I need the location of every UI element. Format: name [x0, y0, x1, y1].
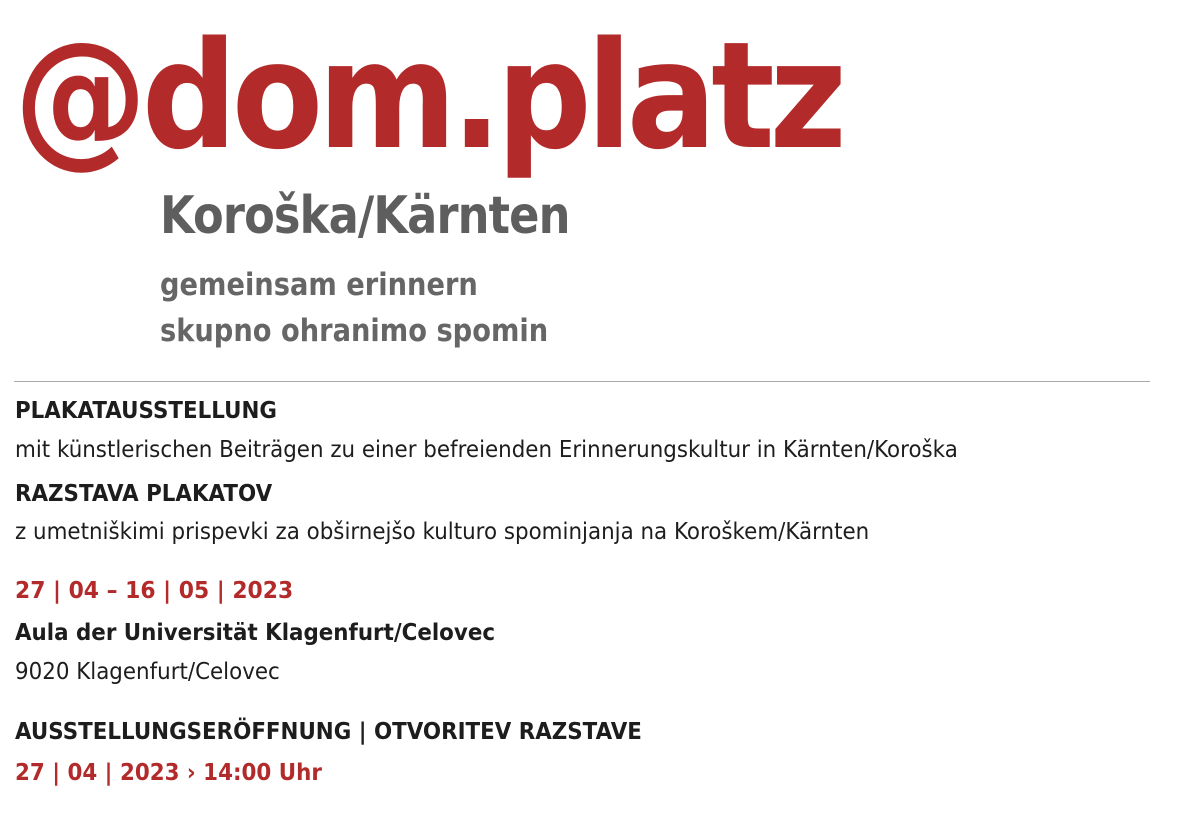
- brand-logo-text: @dom.platz: [14, 10, 842, 182]
- exhibition-subtitle-slovene: z umetniškimi prispevki za obširnejšo kulturo spominjanja na Koroškem/Kärnten: [15, 519, 870, 545]
- exhibition-title-slovene: RAZSTAVA PLAKATOV: [15, 481, 273, 507]
- exhibition-address: 9020 Klagenfurt/Celovec: [15, 659, 280, 685]
- section-divider: [14, 381, 1150, 382]
- opening-datetime: 27 | 04 | 2023 › 14:00 Uhr: [15, 760, 322, 786]
- exhibition-venue: Aula der Universität Klagenfurt/Celovec: [15, 620, 496, 646]
- exhibition-title-german: PLAKATAUSSTELLUNG: [15, 398, 277, 424]
- tagline-german: gemeinsam erinnern: [160, 267, 478, 303]
- region-title: Koroška/Kärnten: [160, 186, 570, 246]
- opening-title: AUSSTELLUNGSERÖFFNUNG | OTVORITEV RAZSTAVE: [15, 719, 642, 745]
- exhibition-subtitle-german: mit künstlerischen Beiträgen zu einer befreienden Erinnerungskultur in Kärnten/Koroška: [15, 437, 958, 463]
- tagline-slovene: skupno ohranimo spomin: [160, 313, 549, 349]
- exhibition-dates: 27 | 04 – 16 | 05 | 2023: [15, 578, 294, 604]
